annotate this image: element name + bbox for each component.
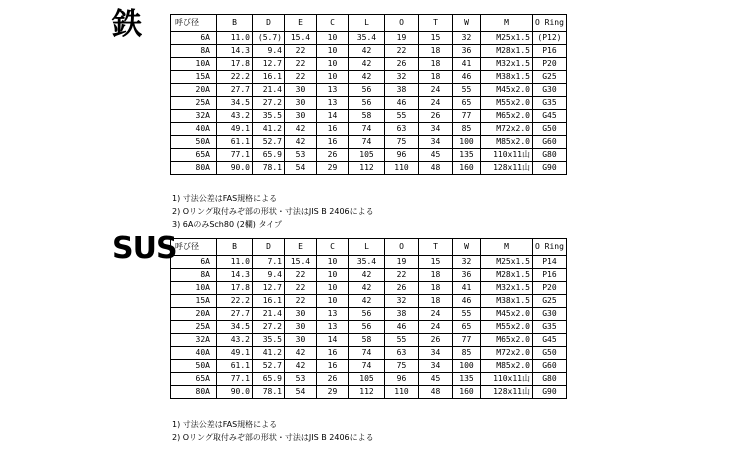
header-w: W: [453, 15, 481, 32]
cell-m: M55x2.0: [481, 321, 533, 334]
header-e: E: [285, 239, 317, 256]
note-line: 1) 寸法公差はFAS規格による: [172, 194, 278, 203]
cell-l: 56: [349, 97, 385, 110]
header-o: O: [385, 15, 419, 32]
cell-o-ring: (P12): [533, 32, 567, 45]
cell-o: 55: [385, 334, 419, 347]
cell-size: 20A: [171, 308, 217, 321]
cell-t: 45: [419, 149, 453, 162]
header-d: D: [253, 239, 285, 256]
cell-o-ring: G80: [533, 149, 567, 162]
cell-w: 41: [453, 282, 481, 295]
cell-l: 35.4: [349, 256, 385, 269]
cell-l: 74: [349, 347, 385, 360]
cell-c: 10: [317, 269, 349, 282]
cell-d: 65.9: [253, 149, 285, 162]
cell-o: 22: [385, 269, 419, 282]
cell-b: 49.1: [217, 347, 253, 360]
cell-w: 77: [453, 334, 481, 347]
cell-w: 55: [453, 308, 481, 321]
cell-c: 10: [317, 256, 349, 269]
cell-d: 35.5: [253, 110, 285, 123]
cell-o-ring: G30: [533, 308, 567, 321]
cell-d: 16.1: [253, 71, 285, 84]
cell-size: 40A: [171, 347, 217, 360]
cell-w: 85: [453, 347, 481, 360]
cell-o-ring: G45: [533, 110, 567, 123]
cell-o: 26: [385, 58, 419, 71]
cell-b: 49.1: [217, 123, 253, 136]
header-l: L: [349, 239, 385, 256]
cell-m: M32x1.5: [481, 282, 533, 295]
cell-m: M28x1.5: [481, 269, 533, 282]
cell-e: 30: [285, 84, 317, 97]
cell-e: 54: [285, 162, 317, 175]
cell-t: 18: [419, 282, 453, 295]
cell-c: 10: [317, 58, 349, 71]
cell-o-ring: P20: [533, 58, 567, 71]
table-header-row: [171, 239, 567, 256]
cell-e: 53: [285, 373, 317, 386]
cell-t: 18: [419, 295, 453, 308]
cell-o-ring: G60: [533, 360, 567, 373]
cell-t: 15: [419, 256, 453, 269]
cell-m: M72x2.0: [481, 123, 533, 136]
cell-t: 26: [419, 334, 453, 347]
cell-size: 25A: [171, 321, 217, 334]
table-row: [171, 295, 567, 308]
cell-d: 21.4: [253, 84, 285, 97]
cell-o: 22: [385, 45, 419, 58]
cell-d: 65.9: [253, 373, 285, 386]
sus-notes: [172, 418, 374, 444]
cell-l: 42: [349, 269, 385, 282]
cell-e: 22: [285, 269, 317, 282]
cell-b: 17.8: [217, 58, 253, 71]
cell-b: 27.7: [217, 84, 253, 97]
header-o: O: [385, 239, 419, 256]
cell-w: 46: [453, 71, 481, 84]
cell-b: 77.1: [217, 149, 253, 162]
table-row: [171, 360, 567, 373]
cell-o: 96: [385, 149, 419, 162]
header-m: M: [481, 15, 533, 32]
cell-l: 74: [349, 123, 385, 136]
cell-e: 22: [285, 295, 317, 308]
cell-c: 29: [317, 386, 349, 399]
cell-c: 29: [317, 162, 349, 175]
cell-size: 80A: [171, 162, 217, 175]
iron-section-label: 鉄: [112, 7, 141, 42]
cell-o: 38: [385, 308, 419, 321]
cell-l: 112: [349, 386, 385, 399]
cell-c: 16: [317, 360, 349, 373]
cell-o: 55: [385, 110, 419, 123]
header-b: B: [217, 15, 253, 32]
cell-t: 48: [419, 162, 453, 175]
cell-d: 12.7: [253, 58, 285, 71]
cell-b: 22.2: [217, 295, 253, 308]
cell-l: 56: [349, 321, 385, 334]
cell-b: 90.0: [217, 386, 253, 399]
cell-t: 18: [419, 58, 453, 71]
table-row: [171, 321, 567, 334]
cell-size: 80A: [171, 386, 217, 399]
table-row: [171, 123, 567, 136]
table-row: [171, 136, 567, 149]
cell-d: 27.2: [253, 321, 285, 334]
table-row: [171, 149, 567, 162]
cell-size: 8A: [171, 45, 217, 58]
cell-w: 55: [453, 84, 481, 97]
table-row: [171, 269, 567, 282]
header-w: W: [453, 239, 481, 256]
cell-m: M25x1.5: [481, 256, 533, 269]
cell-m: M32x1.5: [481, 58, 533, 71]
note-line: 3) 6AのみSch80 (2欄) タイプ: [172, 220, 283, 229]
cell-o: 75: [385, 360, 419, 373]
cell-o-ring: G45: [533, 334, 567, 347]
header-size: 呼び径: [171, 15, 217, 32]
cell-c: 14: [317, 110, 349, 123]
table-row: [171, 110, 567, 123]
table-row: [171, 58, 567, 71]
cell-size: 15A: [171, 71, 217, 84]
cell-o: 63: [385, 347, 419, 360]
cell-b: 27.7: [217, 308, 253, 321]
cell-o: 26: [385, 282, 419, 295]
cell-o-ring: G90: [533, 162, 567, 175]
cell-o: 110: [385, 162, 419, 175]
cell-size: 32A: [171, 110, 217, 123]
cell-w: 135: [453, 149, 481, 162]
cell-b: 43.2: [217, 110, 253, 123]
note-line: 1) 寸法公差はFAS規格による: [172, 420, 278, 429]
cell-m: M45x2.0: [481, 84, 533, 97]
cell-b: 17.8: [217, 282, 253, 295]
cell-o-ring: G25: [533, 295, 567, 308]
cell-d: (5.7): [253, 32, 285, 45]
cell-o-ring: P16: [533, 45, 567, 58]
header-e: E: [285, 15, 317, 32]
cell-w: 36: [453, 45, 481, 58]
cell-size: 65A: [171, 373, 217, 386]
cell-o-ring: G80: [533, 373, 567, 386]
header-t: T: [419, 15, 453, 32]
cell-c: 10: [317, 45, 349, 58]
header-c: C: [317, 239, 349, 256]
cell-size: 10A: [171, 58, 217, 71]
table-row: [171, 32, 567, 45]
cell-c: 13: [317, 84, 349, 97]
cell-size: 32A: [171, 334, 217, 347]
cell-e: 22: [285, 58, 317, 71]
cell-m: 128x11山: [481, 386, 533, 399]
header-size: 呼び径: [171, 239, 217, 256]
header-t: T: [419, 239, 453, 256]
cell-t: 24: [419, 308, 453, 321]
cell-m: M38x1.5: [481, 71, 533, 84]
cell-w: 65: [453, 321, 481, 334]
cell-d: 9.4: [253, 269, 285, 282]
cell-o: 46: [385, 97, 419, 110]
cell-w: 100: [453, 360, 481, 373]
table-row: [171, 373, 567, 386]
cell-o: 32: [385, 295, 419, 308]
cell-t: 48: [419, 386, 453, 399]
cell-b: 14.3: [217, 269, 253, 282]
cell-size: 8A: [171, 269, 217, 282]
cell-l: 112: [349, 162, 385, 175]
table-row: [171, 308, 567, 321]
cell-l: 42: [349, 71, 385, 84]
cell-c: 13: [317, 321, 349, 334]
cell-m: M25x1.5: [481, 32, 533, 45]
cell-d: 78.1: [253, 162, 285, 175]
cell-w: 32: [453, 32, 481, 45]
iron-spec-table: [170, 14, 567, 175]
cell-e: 15.4: [285, 256, 317, 269]
table-header-row: [171, 15, 567, 32]
cell-e: 42: [285, 360, 317, 373]
cell-size: 6A: [171, 32, 217, 45]
cell-e: 42: [285, 123, 317, 136]
cell-l: 58: [349, 110, 385, 123]
table-row: [171, 334, 567, 347]
cell-m: 128x11山: [481, 162, 533, 175]
cell-o-ring: G35: [533, 321, 567, 334]
cell-c: 10: [317, 32, 349, 45]
cell-o-ring: G30: [533, 84, 567, 97]
cell-m: M72x2.0: [481, 347, 533, 360]
cell-m: M65x2.0: [481, 334, 533, 347]
cell-b: 61.1: [217, 360, 253, 373]
cell-b: 11.0: [217, 32, 253, 45]
cell-t: 24: [419, 321, 453, 334]
cell-l: 42: [349, 58, 385, 71]
cell-t: 24: [419, 97, 453, 110]
cell-size: 6A: [171, 256, 217, 269]
cell-c: 26: [317, 149, 349, 162]
cell-c: 16: [317, 136, 349, 149]
cell-l: 42: [349, 282, 385, 295]
cell-l: 56: [349, 84, 385, 97]
cell-t: 24: [419, 84, 453, 97]
cell-o-ring: G25: [533, 71, 567, 84]
cell-d: 27.2: [253, 97, 285, 110]
table-row: [171, 162, 567, 175]
cell-c: 14: [317, 334, 349, 347]
cell-w: 32: [453, 256, 481, 269]
sus-spec-table: [170, 238, 567, 399]
table-row: [171, 386, 567, 399]
header-l: L: [349, 15, 385, 32]
cell-e: 30: [285, 308, 317, 321]
cell-l: 56: [349, 308, 385, 321]
cell-size: 20A: [171, 84, 217, 97]
cell-e: 42: [285, 136, 317, 149]
cell-t: 15: [419, 32, 453, 45]
sus-section-label: SUS: [112, 231, 177, 266]
cell-e: 30: [285, 321, 317, 334]
cell-o-ring: P16: [533, 269, 567, 282]
cell-o: 19: [385, 256, 419, 269]
cell-c: 26: [317, 373, 349, 386]
cell-o-ring: P14: [533, 256, 567, 269]
note-line: 2) Oリング取付みぞ部の形状・寸法はJIS B 2406による: [172, 207, 374, 216]
cell-d: 21.4: [253, 308, 285, 321]
header-b: B: [217, 239, 253, 256]
cell-w: 160: [453, 386, 481, 399]
cell-e: 42: [285, 347, 317, 360]
table-row: [171, 347, 567, 360]
cell-size: 50A: [171, 360, 217, 373]
cell-o: 38: [385, 84, 419, 97]
cell-d: 9.4: [253, 45, 285, 58]
cell-o: 63: [385, 123, 419, 136]
cell-m: M55x2.0: [481, 97, 533, 110]
cell-c: 16: [317, 347, 349, 360]
cell-size: 25A: [171, 97, 217, 110]
table-row: [171, 256, 567, 269]
cell-l: 42: [349, 295, 385, 308]
cell-e: 30: [285, 334, 317, 347]
cell-d: 52.7: [253, 360, 285, 373]
cell-d: 78.1: [253, 386, 285, 399]
cell-b: 43.2: [217, 334, 253, 347]
cell-t: 18: [419, 71, 453, 84]
cell-d: 12.7: [253, 282, 285, 295]
cell-d: 41.2: [253, 123, 285, 136]
cell-o: 32: [385, 71, 419, 84]
cell-m: M28x1.5: [481, 45, 533, 58]
cell-t: 34: [419, 136, 453, 149]
cell-m: M65x2.0: [481, 110, 533, 123]
iron-notes: [172, 192, 374, 231]
cell-b: 11.0: [217, 256, 253, 269]
cell-b: 90.0: [217, 162, 253, 175]
cell-e: 15.4: [285, 32, 317, 45]
cell-l: 42: [349, 45, 385, 58]
cell-m: M45x2.0: [481, 308, 533, 321]
cell-w: 160: [453, 162, 481, 175]
cell-l: 58: [349, 334, 385, 347]
cell-c: 10: [317, 282, 349, 295]
cell-t: 34: [419, 360, 453, 373]
cell-size: 10A: [171, 282, 217, 295]
cell-c: 10: [317, 295, 349, 308]
cell-w: 135: [453, 373, 481, 386]
cell-t: 34: [419, 123, 453, 136]
cell-size: 40A: [171, 123, 217, 136]
cell-o: 75: [385, 136, 419, 149]
header-o-ring: O Ring: [533, 15, 567, 32]
cell-m: M85x2.0: [481, 360, 533, 373]
header-o-ring: O Ring: [533, 239, 567, 256]
cell-e: 22: [285, 282, 317, 295]
cell-e: 30: [285, 97, 317, 110]
cell-o: 96: [385, 373, 419, 386]
cell-o: 110: [385, 386, 419, 399]
cell-l: 105: [349, 373, 385, 386]
cell-b: 34.5: [217, 97, 253, 110]
table-row: [171, 45, 567, 58]
cell-d: 52.7: [253, 136, 285, 149]
header-c: C: [317, 15, 349, 32]
cell-w: 100: [453, 136, 481, 149]
cell-t: 45: [419, 373, 453, 386]
cell-c: 16: [317, 123, 349, 136]
table-row: [171, 71, 567, 84]
cell-w: 41: [453, 58, 481, 71]
cell-b: 77.1: [217, 373, 253, 386]
table-row: [171, 84, 567, 97]
cell-w: 36: [453, 269, 481, 282]
cell-m: M85x2.0: [481, 136, 533, 149]
cell-size: 50A: [171, 136, 217, 149]
cell-l: 105: [349, 149, 385, 162]
cell-o-ring: G50: [533, 123, 567, 136]
cell-o: 46: [385, 321, 419, 334]
cell-o-ring: G60: [533, 136, 567, 149]
cell-d: 7.1: [253, 256, 285, 269]
cell-o: 19: [385, 32, 419, 45]
cell-m: 110x11山: [481, 149, 533, 162]
cell-t: 18: [419, 269, 453, 282]
cell-t: 26: [419, 110, 453, 123]
cell-c: 13: [317, 308, 349, 321]
cell-b: 14.3: [217, 45, 253, 58]
cell-size: 65A: [171, 149, 217, 162]
cell-b: 61.1: [217, 136, 253, 149]
cell-d: 35.5: [253, 334, 285, 347]
cell-c: 10: [317, 71, 349, 84]
cell-l: 35.4: [349, 32, 385, 45]
cell-size: 15A: [171, 295, 217, 308]
table-row: [171, 97, 567, 110]
cell-e: 30: [285, 110, 317, 123]
cell-w: 77: [453, 110, 481, 123]
cell-t: 18: [419, 45, 453, 58]
cell-m: M38x1.5: [481, 295, 533, 308]
cell-w: 46: [453, 295, 481, 308]
cell-e: 22: [285, 45, 317, 58]
cell-e: 54: [285, 386, 317, 399]
cell-o-ring: G50: [533, 347, 567, 360]
cell-e: 22: [285, 71, 317, 84]
cell-t: 34: [419, 347, 453, 360]
cell-e: 53: [285, 149, 317, 162]
header-d: D: [253, 15, 285, 32]
cell-b: 22.2: [217, 71, 253, 84]
header-m: M: [481, 239, 533, 256]
note-line: 2) Oリング取付みぞ部の形状・寸法はJIS B 2406による: [172, 433, 374, 442]
cell-l: 74: [349, 360, 385, 373]
cell-m: 110x11山: [481, 373, 533, 386]
cell-d: 16.1: [253, 295, 285, 308]
cell-o-ring: P20: [533, 282, 567, 295]
cell-l: 74: [349, 136, 385, 149]
cell-w: 85: [453, 123, 481, 136]
cell-w: 65: [453, 97, 481, 110]
cell-d: 41.2: [253, 347, 285, 360]
cell-o-ring: G35: [533, 97, 567, 110]
cell-b: 34.5: [217, 321, 253, 334]
cell-c: 13: [317, 97, 349, 110]
table-row: [171, 282, 567, 295]
cell-o-ring: G90: [533, 386, 567, 399]
